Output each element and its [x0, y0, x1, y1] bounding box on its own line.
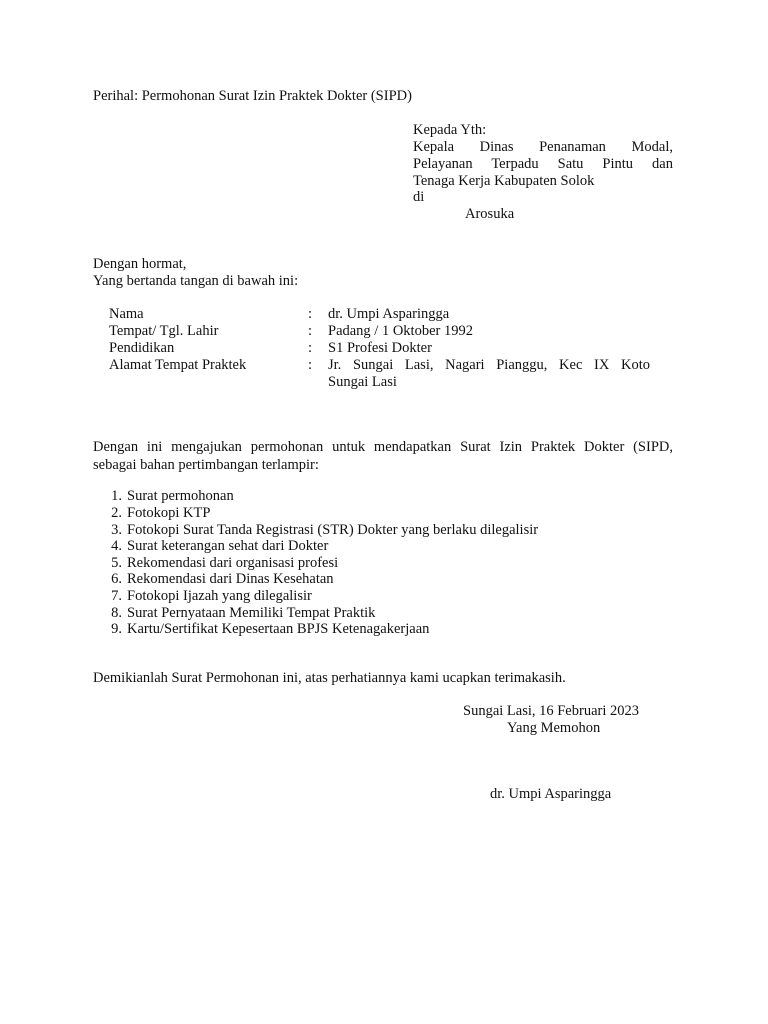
list-item — [98, 488, 698, 505]
list-text: Kartu/Sertifikat Kepesertaan BPJS Ketenagakerjaan — [127, 621, 430, 637]
identity-value-continued: Sungai Lasi — [328, 374, 397, 390]
subject-line: Perihal: Permohonan Surat Izin Praktek Dokter (SIPD) — [93, 88, 412, 104]
list-item — [98, 588, 698, 605]
list-number: 5. — [111, 555, 122, 571]
identity-key: Pendidikan — [109, 340, 175, 356]
recipient-line-3: Tenaga Kerja Kabupaten Solok — [413, 173, 595, 189]
list-text: Rekomendasi dari Dinas Kesehatan — [127, 571, 334, 587]
recipient-line-2: Pelayanan Terpadu Satu Pintu dan — [413, 156, 673, 172]
list-item — [98, 538, 698, 555]
list-item — [98, 555, 698, 572]
list-item — [98, 621, 698, 638]
recipient-city: Arosuka — [465, 206, 515, 222]
list-text: Surat keterangan sehat dari Dokter — [127, 538, 329, 554]
salutation: Dengan hormat, — [93, 256, 187, 272]
list-text: Surat Pernyataan Memiliki Tempat Praktik — [127, 605, 376, 621]
list-text: Fotokopi Ijazah yang dilegalisir — [127, 588, 312, 604]
identity-value: dr. Umpi Asparingga — [328, 306, 450, 322]
place-date: Sungai Lasi, 16 Februari 2023 — [463, 703, 639, 719]
identity-value: Jr. Sungai Lasi, Nagari Pianggu, Kec IX Koto — [328, 357, 650, 373]
list-item — [98, 505, 698, 522]
list-number: 8. — [111, 605, 122, 621]
list-number: 3. — [111, 522, 122, 538]
list-number: 6. — [111, 571, 122, 587]
identity-colon: : — [308, 306, 313, 322]
identity-row-birth — [109, 323, 669, 340]
applicant-label: Yang Memohon — [507, 720, 601, 736]
identity-row-address — [109, 357, 669, 391]
list-text: Fotokopi Surat Tanda Registrasi (STR) Dokter yang berlaku dilegalisir — [127, 522, 539, 538]
identity-row-name — [109, 306, 669, 323]
list-number: 1. — [111, 488, 122, 504]
list-number: 9. — [111, 621, 122, 637]
signature-name: dr. Umpi Asparingga — [490, 786, 612, 802]
intro-line: Yang bertanda tangan di bawah ini: — [93, 273, 299, 289]
identity-row-education — [109, 340, 669, 357]
identity-value: Padang / 1 Oktober 1992 — [328, 323, 473, 339]
identity-colon: : — [308, 340, 313, 356]
identity-colon: : — [308, 357, 313, 373]
identity-key: Alamat Tempat Praktek — [109, 357, 247, 373]
identity-colon: : — [308, 323, 313, 339]
list-text: Surat permohonan — [127, 488, 234, 504]
identity-key: Nama — [109, 306, 144, 322]
list-number: 2. — [111, 505, 122, 521]
identity-key: Tempat/ Tgl. Lahir — [109, 323, 219, 339]
body-line-2: sebagai bahan pertimbangan terlampir: — [93, 457, 319, 473]
recipient-di: di — [413, 189, 425, 205]
list-text: Rekomendasi dari organisasi profesi — [127, 555, 339, 571]
list-text: Fotokopi KTP — [127, 505, 211, 521]
recipient-greeting: Kepada Yth: — [413, 122, 487, 138]
list-number: 4. — [111, 538, 122, 554]
closing-line: Demikianlah Surat Permohonan ini, atas perhatiannya kami ucapkan terimakasih. — [93, 670, 566, 686]
list-number: 7. — [111, 588, 122, 604]
identity-value: S1 Profesi Dokter — [328, 340, 432, 356]
list-item — [98, 605, 698, 622]
body-line-1: Dengan ini mengajukan permohonan untuk mendapatkan Surat Izin Praktek Dokter (SIPD, — [93, 439, 673, 455]
list-item — [98, 522, 698, 539]
recipient-line-1: Kepala Dinas Penanaman Modal, — [413, 139, 673, 155]
list-item — [98, 571, 698, 588]
